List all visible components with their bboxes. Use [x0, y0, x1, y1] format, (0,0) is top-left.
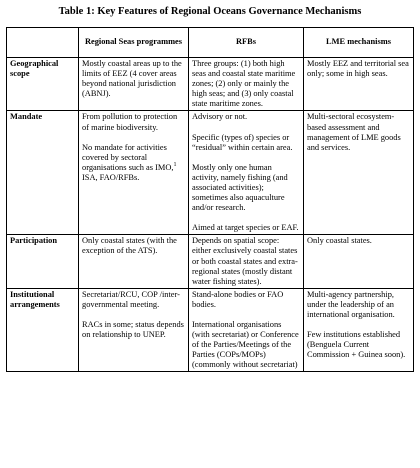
cell-paragraph: Depends on spatial scope: either exclusively coastal states or both coastal states and extra-regional states (mostly distant water fishing states).: [192, 236, 298, 286]
cell-paragraph: Advisory or not.: [192, 112, 248, 122]
table-row-mandate: [7, 111, 414, 235]
cell-rfbs: [189, 58, 304, 111]
cell-paragraph: From pollution to protection of marine biodiversity.: [82, 112, 178, 132]
cell-rfbs: [189, 111, 304, 235]
cell-rfbs: [189, 235, 304, 288]
cell-paragraph: Three groups: (1) both high seas and coastal state maritime zones; (2) only or mainly the high seas; and (3) only coastal state maritime zones.: [192, 59, 296, 109]
cell-paragraph: Multi-agency partnership, under the leadership of an international organisation.: [307, 289, 395, 319]
cell-paragraph: Mostly only one human activity, namely fishing (and associated activities); sometimes also aquaculture and/or research.: [192, 162, 288, 213]
cell-paragraph: Stand-alone bodies or FAO bodies.: [192, 289, 284, 309]
row-label: Mandate: [7, 111, 79, 235]
cell-lme: [304, 235, 414, 288]
cell-text: ISA, FAO/RFBs.: [82, 172, 140, 182]
row-label: Institutional arrangements: [7, 288, 79, 372]
cell-paragraph: [82, 143, 185, 183]
cell-rfbs: [189, 288, 304, 372]
header-rfbs: RFBs: [189, 28, 304, 58]
governance-table: [6, 27, 414, 372]
table-row-institutional-arrangements: [7, 288, 414, 372]
table-row-participation: [7, 235, 414, 288]
header-lme: LME mechanisms: [304, 28, 414, 58]
cell-paragraph: RACs in some; status depends on relationship to UNEP.: [82, 319, 184, 340]
cell-paragraph: International organisations (with secretariat) or Conference of the Parties/Meetings of the Parties (COPs/MOPs) (commonly without secretariat): [192, 319, 299, 370]
row-label: Geographical scope: [7, 58, 79, 111]
cell-paragraph: Specific (types of) species or “residual” within certain area.: [192, 132, 293, 152]
footnote-marker: 1: [173, 162, 177, 169]
cell-paragraph: Only coastal states (with the exception of the ATS).: [82, 236, 177, 256]
cell-paragraph: Mostly EEZ and territorial sea only; some in high seas.: [307, 59, 409, 79]
cell-paragraph: Only coastal states.: [307, 236, 372, 246]
cell-paragraph: Secretariat/RCU, COP /inter-governmental meeting.: [82, 289, 180, 309]
cell-regional-seas: [79, 111, 189, 235]
cell-paragraph: Aimed at target species or EAF.: [192, 223, 299, 233]
cell-paragraph: Few institutions established (Benguela Current Commission + Guinea soon).: [307, 330, 406, 360]
cell-lme: [304, 288, 414, 372]
cell-paragraph: Mostly coastal areas up to the limits of EEZ (4 cover areas beyond national jurisdiction (ABNJ).: [82, 59, 182, 99]
cell-regional-seas: [79, 235, 189, 288]
header-regional-seas: Regional Seas programmes: [79, 28, 189, 58]
cell-text: No mandate for activities covered by sectoral organisations such as IMO,: [82, 142, 174, 172]
table-caption: Table 1: Key Features of Regional Oceans Governance Mechanisms: [58, 6, 362, 17]
cell-paragraph: Multi-sectoral ecosystem-based assessment and management of LME goods and services.: [307, 112, 401, 152]
cell-regional-seas: [79, 58, 189, 111]
cell-regional-seas: [79, 288, 189, 372]
table-row-geographical-scope: [7, 58, 414, 111]
cell-lme: [304, 58, 414, 111]
header-row: [7, 28, 414, 58]
row-label: Participation: [7, 235, 79, 288]
header-empty: [7, 28, 79, 58]
cell-lme: [304, 111, 414, 235]
